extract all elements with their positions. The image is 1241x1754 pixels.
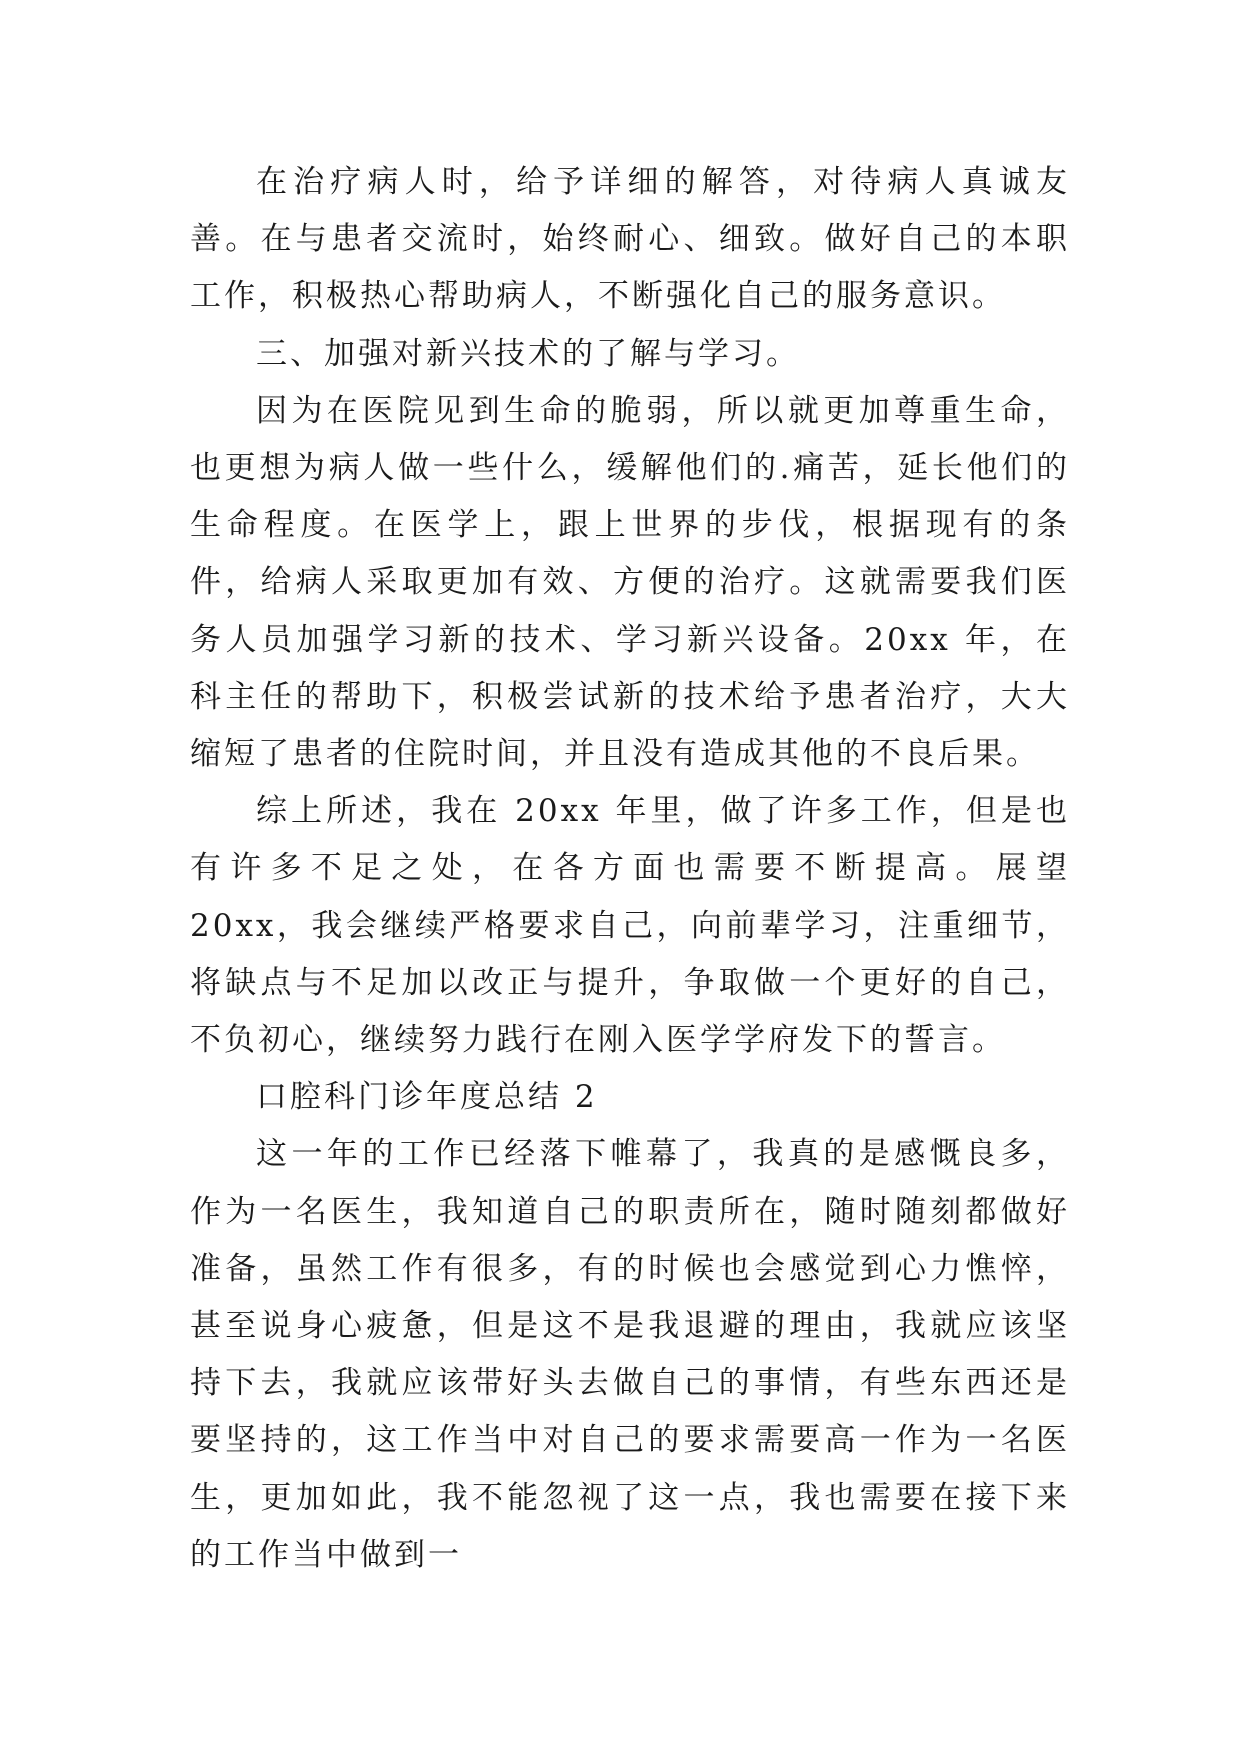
document-body — [190, 154, 1070, 1584]
paragraph-new-technology: 因为在医院见到生命的脆弱，所以就更加尊重生命，也更想为病人做一些什么，缓解他们的.痛苦，延长他们的生命程度。在医学上，跟上世界的步伐，根据现有的条件，给病人采取更加有效、方便的治疗。这就需要我们医务人员加强学习新的技术、学习新兴设备。20xx 年，在科主任的帮助下，积极尝试新的技术给予患者治疗，大大缩短了患者的住院时间，并且没有造成其他的不良后果。 — [190, 392, 1070, 773]
paragraph-year-reflection: 这一年的工作已经落下帷幕了，我真的是感慨良多，作为一名医生，我知道自己的职责所在，随时随刻都做好准备，虽然工作有很多，有的时候也会感觉到心力憔悴，甚至说身心疲惫，但是这不是我退避的理由，我就应该坚持下去，我就应该带好头去做自己的事情，有些东西还是要坚持的，这工作当中对自己的要求需要高一作为一名医生，更加如此，我不能忽视了这一点，我也需要在接下来的工作当中做到一 — [190, 1136, 1070, 1573]
section-title-summary-2: 口腔科门诊年度总结 2 — [256, 1079, 598, 1116]
section-heading-new-technology: 三、加强对新兴技术的了解与学习。 — [256, 335, 800, 372]
paragraph-summary: 综上所述，我在 20xx 年里，做了许多工作，但是也有许多不足之处，在各方面也需要不断提高。展望 20xx，我会继续严格要求自己，向前辈学习，注重细节，将缺点与不足加以改正与提升，争取做一个更好的自己，不负初心，继续努力践行在刚入医学学府发下的誓言。 — [190, 793, 1070, 1059]
paragraph-patient-care: 在治疗病人时，给予详细的解答，对待病人真诚友善。在与患者交流时，始终耐心、细致。做好自己的本职工作，积极热心帮助病人，不断强化自己的服务意识。 — [190, 164, 1070, 315]
